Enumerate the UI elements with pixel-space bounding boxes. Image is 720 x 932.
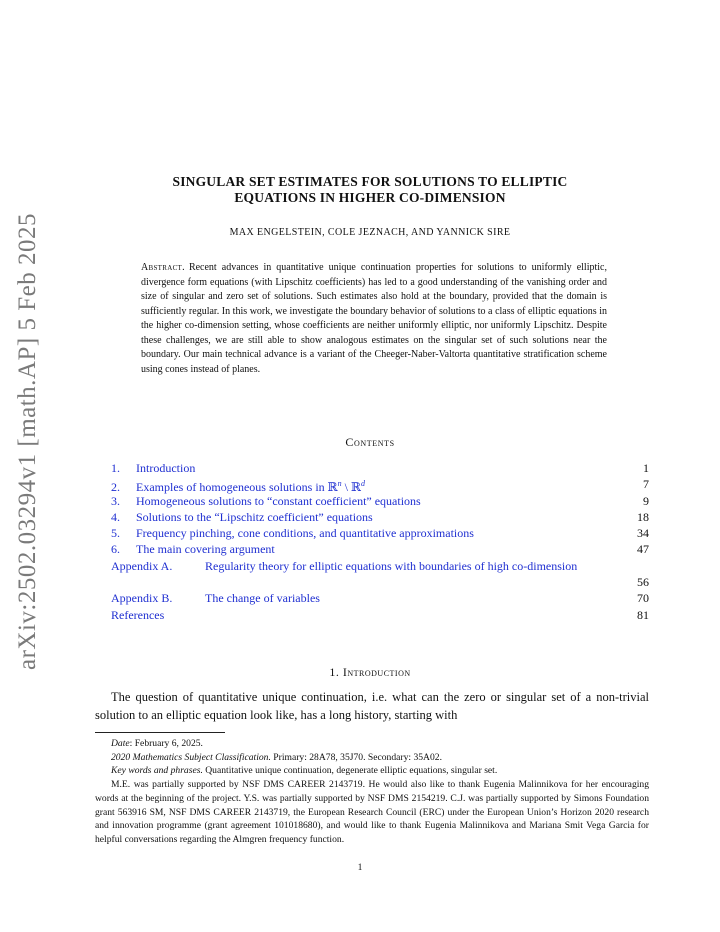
contents-heading: Contents — [345, 435, 395, 449]
footnote-keywords — [95, 764, 649, 778]
toc-link-frequency-pinching[interactable] — [111, 525, 474, 541]
toc-text: Examples of homogeneous solutions in ℝ — [136, 480, 338, 495]
toc-entry — [111, 607, 649, 623]
toc-text: The change of variables — [205, 591, 320, 606]
toc-number: 2. — [111, 480, 120, 495]
abstract — [141, 261, 607, 377]
table-of-contents — [111, 460, 649, 623]
toc-entry — [111, 525, 649, 541]
intro-paragraph: The question of quantitative unique continuation, i.e. what can the zero or singular set of a non-trivial solution to an elliptic equation look like, has a long history, starting with — [95, 690, 649, 722]
toc-entry — [111, 493, 649, 509]
toc-appendix-label: Appendix B. — [111, 591, 173, 606]
toc-link-references[interactable]: References — [111, 607, 165, 622]
toc-text: Homogeneous solutions to “constant coefficient” equations — [136, 493, 421, 508]
toc-superscript: d — [360, 479, 365, 489]
toc-link-covering-argument[interactable] — [111, 541, 275, 557]
toc-link-homogeneous-solutions[interactable] — [111, 493, 421, 509]
toc-text: \ ℝ — [341, 480, 361, 495]
section-heading — [110, 665, 630, 680]
footnote-label: Date — [111, 738, 130, 749]
toc-page-number: 47 — [637, 542, 649, 557]
toc-page-number: 18 — [637, 509, 649, 524]
footnote-value: : February 6, 2025. — [129, 738, 203, 749]
footnote-date — [95, 737, 649, 751]
toc-number: 3. — [111, 493, 120, 508]
toc-number: 5. — [111, 526, 120, 541]
toc-number: 1. — [111, 461, 120, 475]
footnote-value: Quantitative unique continuation, degenerate elliptic equations, singular set. — [202, 765, 498, 777]
footnote-label: 2020 Mathematics Subject Classification. — [111, 751, 271, 763]
toc-entry — [111, 558, 649, 591]
toc-entry — [111, 509, 649, 525]
toc-text: Frequency pinching, cone conditions, and quantitative approximations — [136, 526, 474, 541]
footnote-label: Key words and phrases. — [111, 765, 203, 777]
toc-text: Regularity theory for elliptic equations with boundaries of high co-dimension — [205, 558, 578, 573]
toc-text: Solutions to the “Lipschitz coefficient” equations — [136, 509, 373, 524]
footnote-value: Primary: 28A78, 35J70. Secondary: 35A02. — [270, 751, 442, 763]
footnote-msc — [95, 751, 649, 765]
toc-number: 6. — [111, 542, 120, 557]
toc-page-number: 56 — [637, 575, 649, 590]
toc-entry — [111, 460, 649, 476]
title-line-2: EQUATIONS IN HIGHER CO-DIMENSION — [234, 190, 506, 205]
footnote-support: M.E. was partially supported by NSF DMS CAREER 2143719. He would also like to thank Eugenia Malinnikova for her encouraging words at the beginning of the project. Y.S. was partially supported by NSF DMS 2154219. C.J. was partially supported by Simons Foundation grant 563916 SM, NSF DMS CAREER 2143719, the European Research Council (ERC) under the European Union’s Horizon 2020 research and innovation programme (grant agreement 101018680), and would like to thank Eugenia Malinnikova and Mariana Smit Vega Garcia for helpful conversations regarding the Almgren frequency function. — [95, 779, 649, 845]
toc-entry — [111, 590, 649, 606]
toc-link-introduction[interactable] — [111, 460, 195, 476]
toc-link-appendix-a[interactable] — [111, 558, 611, 574]
title-line-1: SINGULAR SET ESTIMATES FOR SOLUTIONS TO ELLIPTIC — [172, 174, 568, 189]
page-number: 1 — [357, 862, 363, 873]
toc-entry — [111, 541, 649, 557]
toc-entry — [111, 476, 649, 495]
abstract-text: Recent advances in quantitative unique continuation properties for solutions to uniformly elliptic, divergence form equations (with Lipschitz coefficients) has led to a good understanding of the vanishing order and size of singular and zero set of solutions. Such estimates also hold at the boundary, provided that the domain is sufficiently regular. In this work, we investigate the boundary behavior of solutions to a class of elliptic equations in the higher co-dimension setting, whose coefficients are neither uniformly elliptic, nor uniformly Lipschitz. Despite these challenges, we are still able to show analogous estimates on the singular set of such solutions near the boundary. Our main technical advance is a variant of the Cheeger-Naber-Valtorta quantitative stratification scheme using cones instead of planes. — [141, 262, 607, 375]
toc-number: 4. — [111, 509, 120, 524]
footnotes — [95, 737, 649, 847]
toc-page-number: 70 — [637, 591, 649, 606]
toc-superscript: n — [337, 479, 342, 489]
toc-page-number: 7 — [643, 477, 649, 492]
toc-link-appendix-b[interactable] — [111, 590, 611, 606]
toc-text: Introduction — [136, 461, 196, 475]
section-title: Introduction — [342, 665, 411, 679]
arxiv-identifier: arXiv:2502.03294v1 [math.AP] 5 Feb 2025 — [14, 213, 41, 670]
toc-link-lipschitz-solutions[interactable] — [111, 509, 373, 525]
toc-page-number: 81 — [637, 607, 649, 622]
footnote-rule — [95, 732, 225, 733]
toc-text: The main covering argument — [136, 542, 275, 557]
paper-title — [110, 174, 630, 206]
section-number: 1. — [329, 665, 340, 679]
toc-page-number: 9 — [643, 493, 649, 508]
author-list: MAX ENGELSTEIN, COLE JEZNACH, AND YANNICK SIRE — [229, 227, 511, 238]
toc-appendix-label: Appendix A. — [111, 558, 173, 573]
toc-page-number: 1 — [643, 461, 649, 475]
toc-page-number: 34 — [637, 526, 649, 541]
abstract-label: Abstract. — [141, 262, 185, 273]
